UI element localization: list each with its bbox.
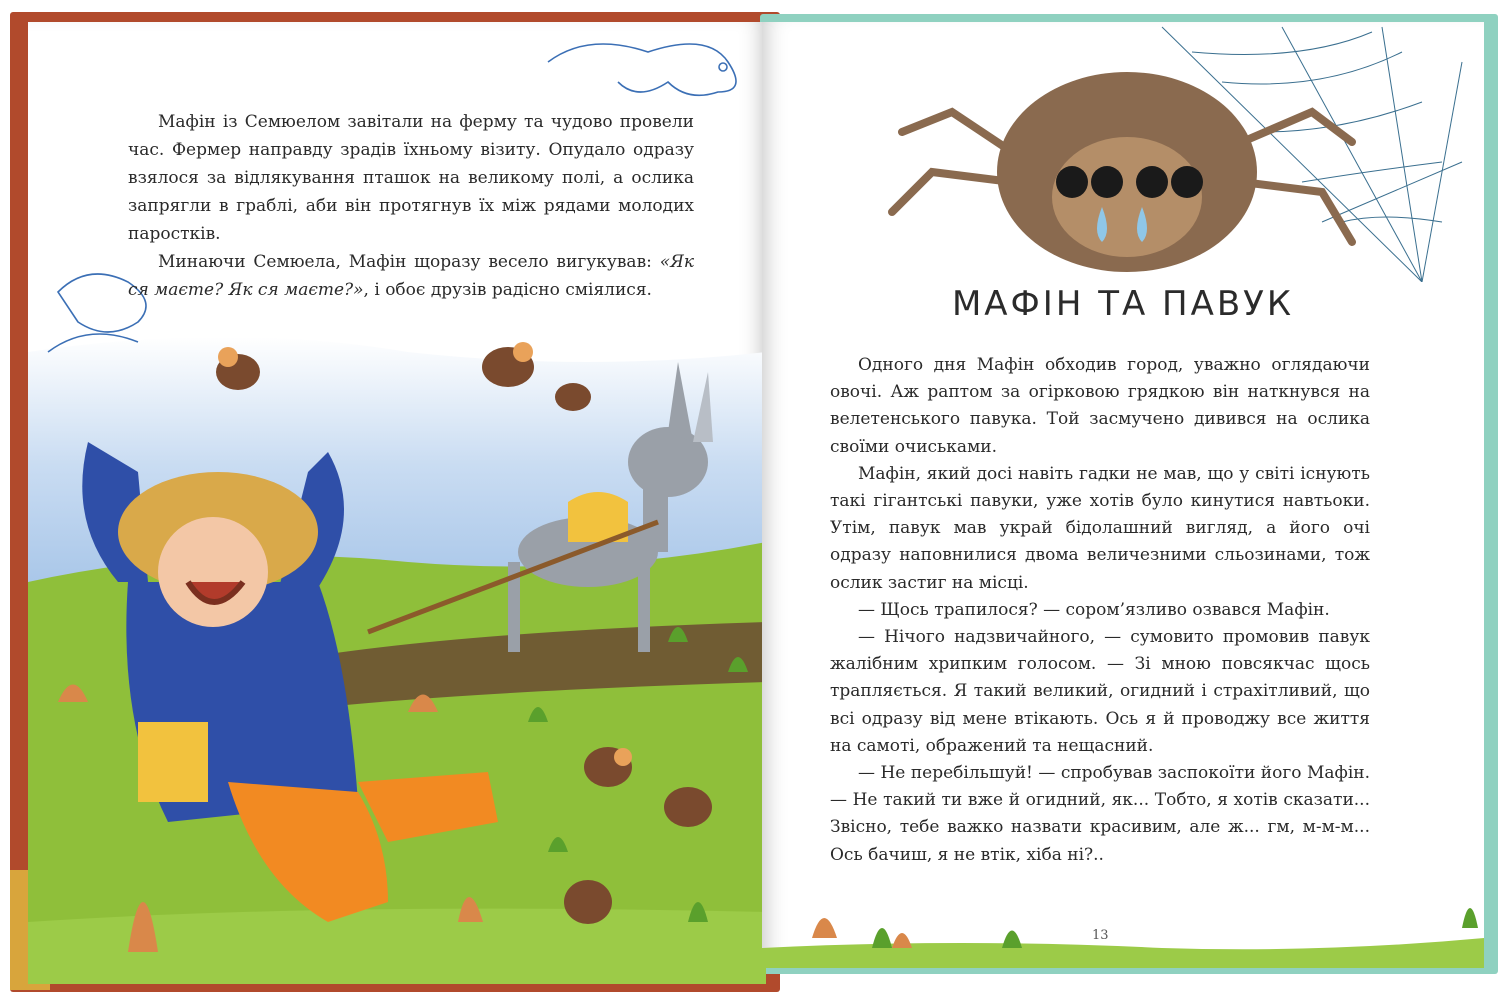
spider-illustration xyxy=(762,22,1484,282)
right-paragraph-4: — Нічого надзвичайного, — сумовито промовив павук жалібним хрипким голосом. — Зі мною повсякчас щось трапляється. Я такий великий, огидний і страхітливий, що всі одразу від мене втікають. Ось я й проводжу все життя на самоті, ображений та нещасний. xyxy=(830,627,1370,756)
left-page-text xyxy=(128,108,694,304)
right-paragraph-1: Одного дня Мафін обходив город, уважно оглядаючи овочі. Аж раптом за огірковою грядкою він наткнувся на велетенського павука. Той засмучено дивився на ослика своїми очиськами. xyxy=(830,355,1370,457)
right-paragraph-5: — Не перебільшуй! — спробував заспокоїти його Мафін. — Не такий ти вже й огидний, як... Тобто, я хотів сказати... Звісно, тебе важко назвати красивим, але ж... гм, м-м-м... Ось бачиш, я не втік, хіба ні?.. xyxy=(830,763,1370,865)
right-paragraph-3: — Щось трапилося? — сором’язливо озвався Мафін. xyxy=(858,599,1330,620)
bird-6 xyxy=(564,880,612,924)
right-paragraph-2: Мафін, який досі навіть гадки не мав, що у світі існують такі гігантські павуки, уже хотів було кинутися навтьоки. Утім, павук мав украй бідолашний вигляд, а його очі одразу наповнилися двома величезними сльозинами, тож ослик застиг на місці. xyxy=(830,463,1370,593)
bird-2 xyxy=(482,342,534,387)
left-paragraph-2-start: Минаючи Семюела, Мафін щоразу весело вигукував: xyxy=(158,252,660,272)
right-page xyxy=(762,22,1484,968)
bird-5 xyxy=(664,787,712,827)
left-page xyxy=(28,22,766,984)
right-page-text xyxy=(830,352,1370,869)
bird-4 xyxy=(584,747,632,787)
grass-illustration xyxy=(762,878,1484,968)
left-paragraph-2-quote: «Як ся маєте? Як ся маєте?» xyxy=(128,252,694,300)
left-paragraph-2-end: , і обоє друзів радісно сміялися. xyxy=(363,280,652,300)
bird-3 xyxy=(555,383,591,411)
left-paragraph-2 xyxy=(128,248,694,304)
left-paragraph-1: Мафін із Семюелом завітали на ферму та чудово провели час. Фермер направду зрадів їхньому візиту. Опудало одразу взялося за відлякування пташок на великому полі, а ослика запрягли в граблі, аби він протягнув їх між рядами молодих паростків. xyxy=(128,112,694,244)
page-number: 13 xyxy=(1092,928,1109,943)
chapter-title: МАФІН ТА ПАВУК xyxy=(951,284,1295,324)
